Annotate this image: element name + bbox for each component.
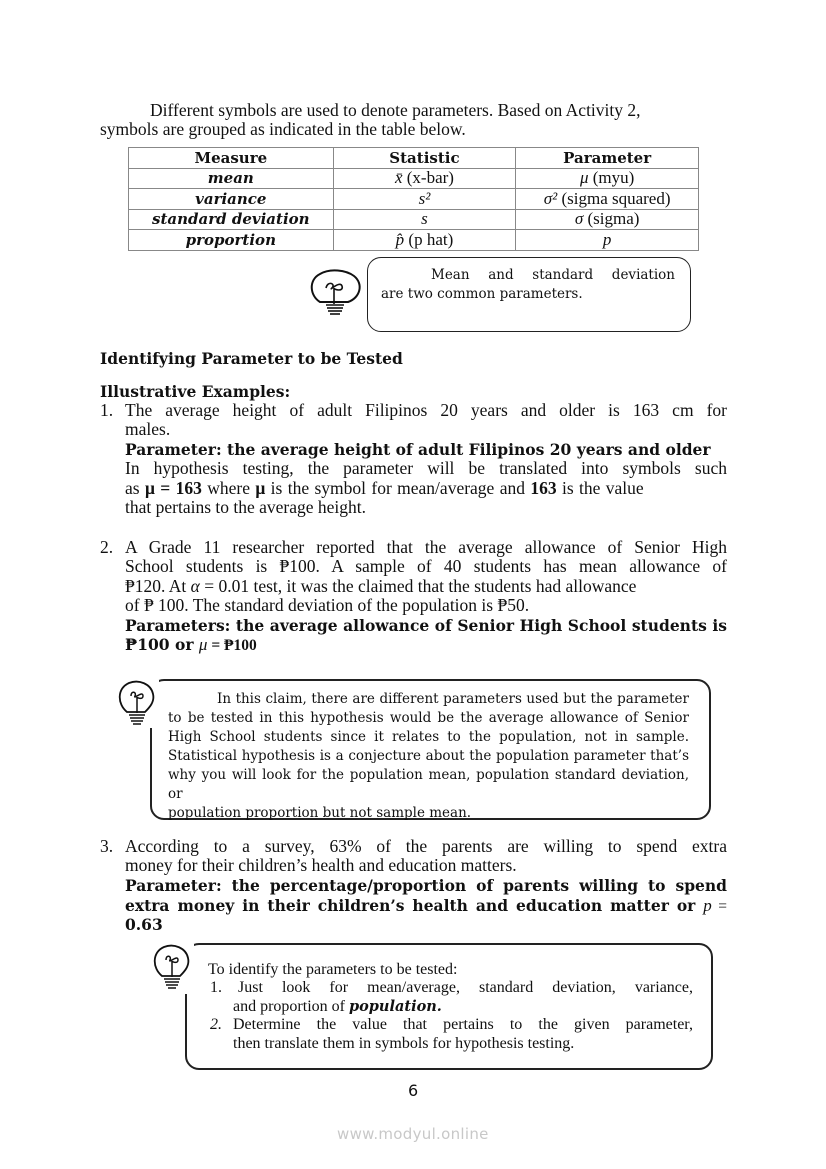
tip2-line: population proportion but not sample mean.: [168, 805, 472, 821]
tip3-item-1-line-2: [233, 997, 442, 1017]
tip2-line: High School students since it relates to the population, not in sample.: [168, 729, 689, 745]
statistic-cell: [333, 189, 516, 210]
lightbulb-icon: [150, 944, 194, 994]
symbol-p: p: [703, 896, 712, 915]
text-eq-p100: = ₱100: [207, 637, 257, 654]
tip1-line-2: are two common parameters.: [381, 286, 583, 302]
text-test-claim: = 0.01 test, it was the claimed that the students had allowance: [199, 576, 637, 596]
example-2-line-1: A Grade 11 researcher reported that the average allowance of Senior High: [125, 537, 727, 557]
tip2-line: Statistical hypothesis is a conjecture about the population parameter that’s: [168, 748, 689, 764]
parameter-label: (sigma): [583, 209, 640, 229]
table-row: [129, 209, 699, 230]
header-measure: Measure: [129, 148, 334, 169]
example-2-line-3: [125, 577, 727, 597]
examples-heading: Illustrative Examples:: [100, 382, 291, 401]
parameter-symbol: μ: [579, 168, 589, 188]
measure-cell: mean: [129, 168, 334, 189]
header-parameter: Parameter: [516, 148, 699, 169]
section-heading: Identifying Parameter to be Tested: [100, 349, 403, 368]
statistic-symbol: s: [421, 209, 428, 229]
equation-mu-163: μ = 163: [144, 478, 202, 498]
tip2-line: to be tested in this hypothesis would be the average allowance of Senior: [168, 710, 689, 726]
parameter-cell: [516, 209, 699, 230]
table-row: [129, 189, 699, 210]
example-2-number: 2.: [100, 537, 114, 557]
text-symbol-for: is the symbol for mean/average and: [265, 478, 531, 498]
tip3-item-1-number: 1.: [210, 979, 222, 996]
tip3-item-2-line-1: Determine the value that pertains to the given parameter,: [233, 1016, 693, 1033]
example-1-number: 1.: [100, 400, 114, 420]
lightbulb-icon: [115, 680, 159, 728]
example-3-number: 3.: [100, 836, 114, 856]
intro-line-2: symbols are grouped as indicated in the table below.: [100, 119, 466, 139]
parameter-label: (sigma squared): [557, 188, 671, 208]
statistic-symbol: p̂: [395, 229, 405, 249]
symbols-table: [128, 147, 699, 251]
statistic-symbol: s²: [418, 188, 431, 208]
parameter-cell: [516, 230, 699, 251]
tip2-line: In this claim, there are different parameters used but the parameter: [217, 691, 689, 707]
table-row: [129, 230, 699, 251]
example-1-line-2: males.: [125, 419, 171, 439]
example-3-parameter-line-2: [125, 896, 727, 917]
statistic-label: (x-bar): [402, 168, 454, 188]
page-number: 6: [408, 1081, 419, 1100]
tip3-item-2-line-2: then translate them in symbols for hypothesis testing.: [233, 1035, 575, 1052]
example-2-line-4: of ₱ 100. The standard deviation of the population is ₱50.: [125, 595, 530, 615]
text-and-proportion-of: and proportion of: [233, 998, 349, 1015]
tip3-item-2-number: 2.: [210, 1016, 222, 1033]
text-equals: =: [711, 898, 727, 915]
intro-line-1: Different symbols are used to denote parameters. Based on Activity 2,: [150, 100, 641, 120]
statistic-cell: [333, 168, 516, 189]
statistic-cell: [333, 209, 516, 230]
text-p100-or: ₱100 or: [125, 635, 199, 654]
example-3-line-1: According to a survey, 63% of the parents are willing to spend extra: [125, 836, 727, 856]
text-where: where: [201, 478, 256, 498]
example-1-parameter: Parameter: the average height of adult Filipinos 20 years and older: [125, 440, 711, 459]
example-1-explain-line-3: that pertains to the average height.: [125, 497, 367, 517]
measure-cell: proportion: [129, 230, 334, 251]
measure-cell: variance: [129, 189, 334, 210]
value-163: 163: [530, 478, 557, 498]
symbol-mu: μ: [198, 635, 208, 654]
example-3-line-2: money for their children’s health and education matters.: [125, 855, 517, 875]
symbol-mu: μ: [255, 478, 266, 498]
tip2-text: [168, 690, 689, 823]
tip1-line-1: Mean and standard deviation: [431, 267, 675, 283]
text-p120: ₱120. At: [125, 576, 191, 596]
example-1-explain-line-2: [125, 479, 727, 499]
header-statistic: Statistic: [333, 148, 516, 169]
example-2-parameter-line-2: [125, 635, 727, 656]
statistic-symbol: x̄: [394, 168, 403, 188]
tip3-item-1-line-1: Just look for mean/average, standard deviation, variance,: [238, 979, 693, 996]
parameter-label: (myu): [588, 168, 635, 188]
example-1-line-1: The average height of adult Filipinos 20 years and older is 163 cm for: [125, 400, 727, 420]
statistic-cell: [333, 230, 516, 251]
text-is-the-value: is the value: [556, 478, 644, 498]
parameter-cell: [516, 168, 699, 189]
measure-cell: standard deviation: [129, 209, 334, 230]
parameter-cell: [516, 189, 699, 210]
example-3-parameter-line-3: 0.63: [125, 915, 163, 934]
table-row: [129, 168, 699, 189]
example-1-explain-line-1: In hypothesis testing, the parameter will be translated into symbols such: [125, 458, 727, 478]
text-as: as: [125, 478, 145, 498]
lightbulb-icon: [306, 266, 364, 318]
text-extra-money: extra money in their children’s health and education matter or: [125, 896, 704, 915]
parameter-symbol: σ²: [543, 188, 558, 208]
example-2-parameter-line-1: Parameters: the average allowance of Senior High School students is: [125, 616, 727, 635]
footer-watermark: www.modyul.online: [337, 1125, 489, 1143]
table-header-row: [129, 148, 699, 169]
tip3-intro: To identify the parameters to be tested:: [208, 961, 458, 978]
symbol-alpha: α: [190, 576, 200, 596]
tip2-line: why you will look for the population mean, population standard deviation, or: [168, 767, 689, 802]
text-population: population.: [348, 998, 442, 1015]
parameter-symbol: p: [602, 229, 612, 249]
example-2-line-2: School students is ₱100. A sample of 40 students has mean allowance of: [125, 556, 727, 576]
statistic-label: (p hat): [404, 229, 454, 249]
parameter-symbol: σ: [574, 209, 584, 229]
example-3-parameter-line-1: Parameter: the percentage/proportion of parents willing to spend: [125, 876, 727, 895]
